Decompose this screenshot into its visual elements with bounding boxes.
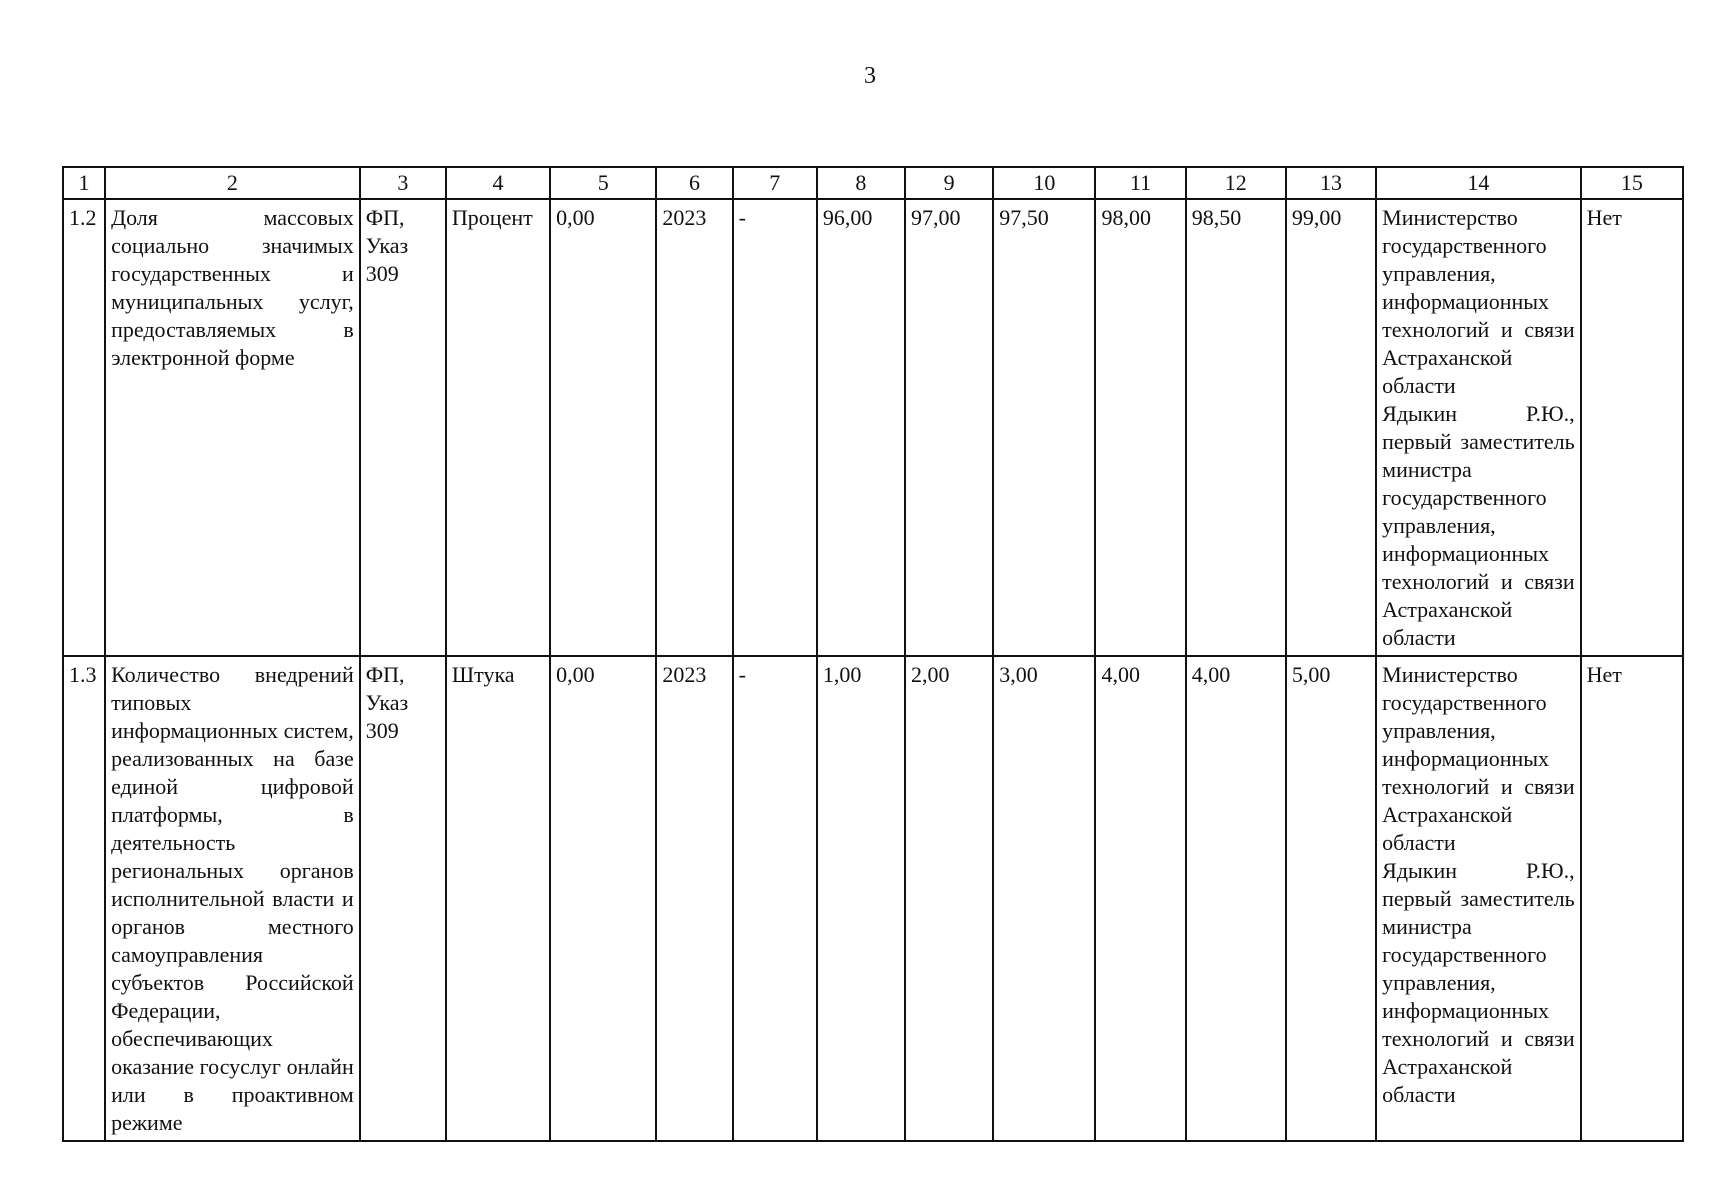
- indicators-table: [62, 166, 1684, 1142]
- page-number: 3: [864, 63, 876, 89]
- column-header-4: 4: [446, 167, 550, 199]
- value-col-7: -: [733, 656, 817, 1141]
- column-header-12: 12: [1186, 167, 1286, 199]
- column-header-6: 6: [656, 167, 732, 199]
- row-number: 1.2: [63, 199, 105, 656]
- unit-of-measure: Процент: [446, 199, 550, 656]
- table-row: [63, 656, 1683, 1141]
- base-value: 0,00: [550, 656, 656, 1141]
- column-header-13: 13: [1286, 167, 1376, 199]
- value-col-8: 1,00: [817, 656, 905, 1141]
- responsible-party: Министерство государственного управления, информационных технологий и связи Астраханской области Ядыкин Р.Ю., первый заместитель министра государственного управления, информационных технологий и связи Астраханской области: [1376, 199, 1581, 656]
- indicator-name: Доля массовых социально значимых государственных и муниципальных услуг, предоставляемых в электронной форме: [105, 199, 360, 656]
- value-col-12: 98,50: [1186, 199, 1286, 656]
- value-col-10: 3,00: [993, 656, 1095, 1141]
- column-header-14: 14: [1376, 167, 1581, 199]
- unit-of-measure: Штука: [446, 656, 550, 1141]
- value-col-13: 5,00: [1286, 656, 1376, 1141]
- column-header-11: 11: [1095, 167, 1185, 199]
- value-col-15: Нет: [1581, 199, 1683, 656]
- column-header-1: 1: [63, 167, 105, 199]
- column-header-3: 3: [360, 167, 446, 199]
- value-col-13: 99,00: [1286, 199, 1376, 656]
- indicator-source: ФП, Указ 309: [360, 199, 446, 656]
- indicator-source: ФП, Указ 309: [360, 656, 446, 1141]
- column-header-9: 9: [905, 167, 993, 199]
- value-col-11: 4,00: [1095, 656, 1185, 1141]
- header-row: [63, 167, 1683, 199]
- value-col-8: 96,00: [817, 199, 905, 656]
- column-header-2: 2: [105, 167, 360, 199]
- base-year: 2023: [656, 199, 732, 656]
- value-col-11: 98,00: [1095, 199, 1185, 656]
- value-col-7: -: [733, 199, 817, 656]
- value-col-10: 97,50: [993, 199, 1095, 656]
- value-col-15: Нет: [1581, 656, 1683, 1141]
- indicator-name: Количество внедрений типовых информационных систем, реализованных на базе единой цифровой платформы, в деятельность региональных органов исполнительной власти и органов местного самоуправления субъектов Российской Федерации, обеспечивающих оказание госуслуг онлайн или в проактивном режиме: [105, 656, 360, 1141]
- value-col-9: 2,00: [905, 656, 993, 1141]
- responsible-party: Министерство государственного управления, информационных технологий и связи Астраханской области Ядыкин Р.Ю., первый заместитель министра государственного управления, информационных технологий и связи Астраханской области: [1376, 656, 1581, 1141]
- column-header-5: 5: [550, 167, 656, 199]
- column-header-10: 10: [993, 167, 1095, 199]
- column-header-15: 15: [1581, 167, 1683, 199]
- row-number: 1.3: [63, 656, 105, 1141]
- value-col-9: 97,00: [905, 199, 993, 656]
- value-col-12: 4,00: [1186, 656, 1286, 1141]
- column-header-8: 8: [817, 167, 905, 199]
- base-value: 0,00: [550, 199, 656, 656]
- base-year: 2023: [656, 656, 732, 1141]
- table-row: [63, 199, 1683, 656]
- column-header-7: 7: [733, 167, 817, 199]
